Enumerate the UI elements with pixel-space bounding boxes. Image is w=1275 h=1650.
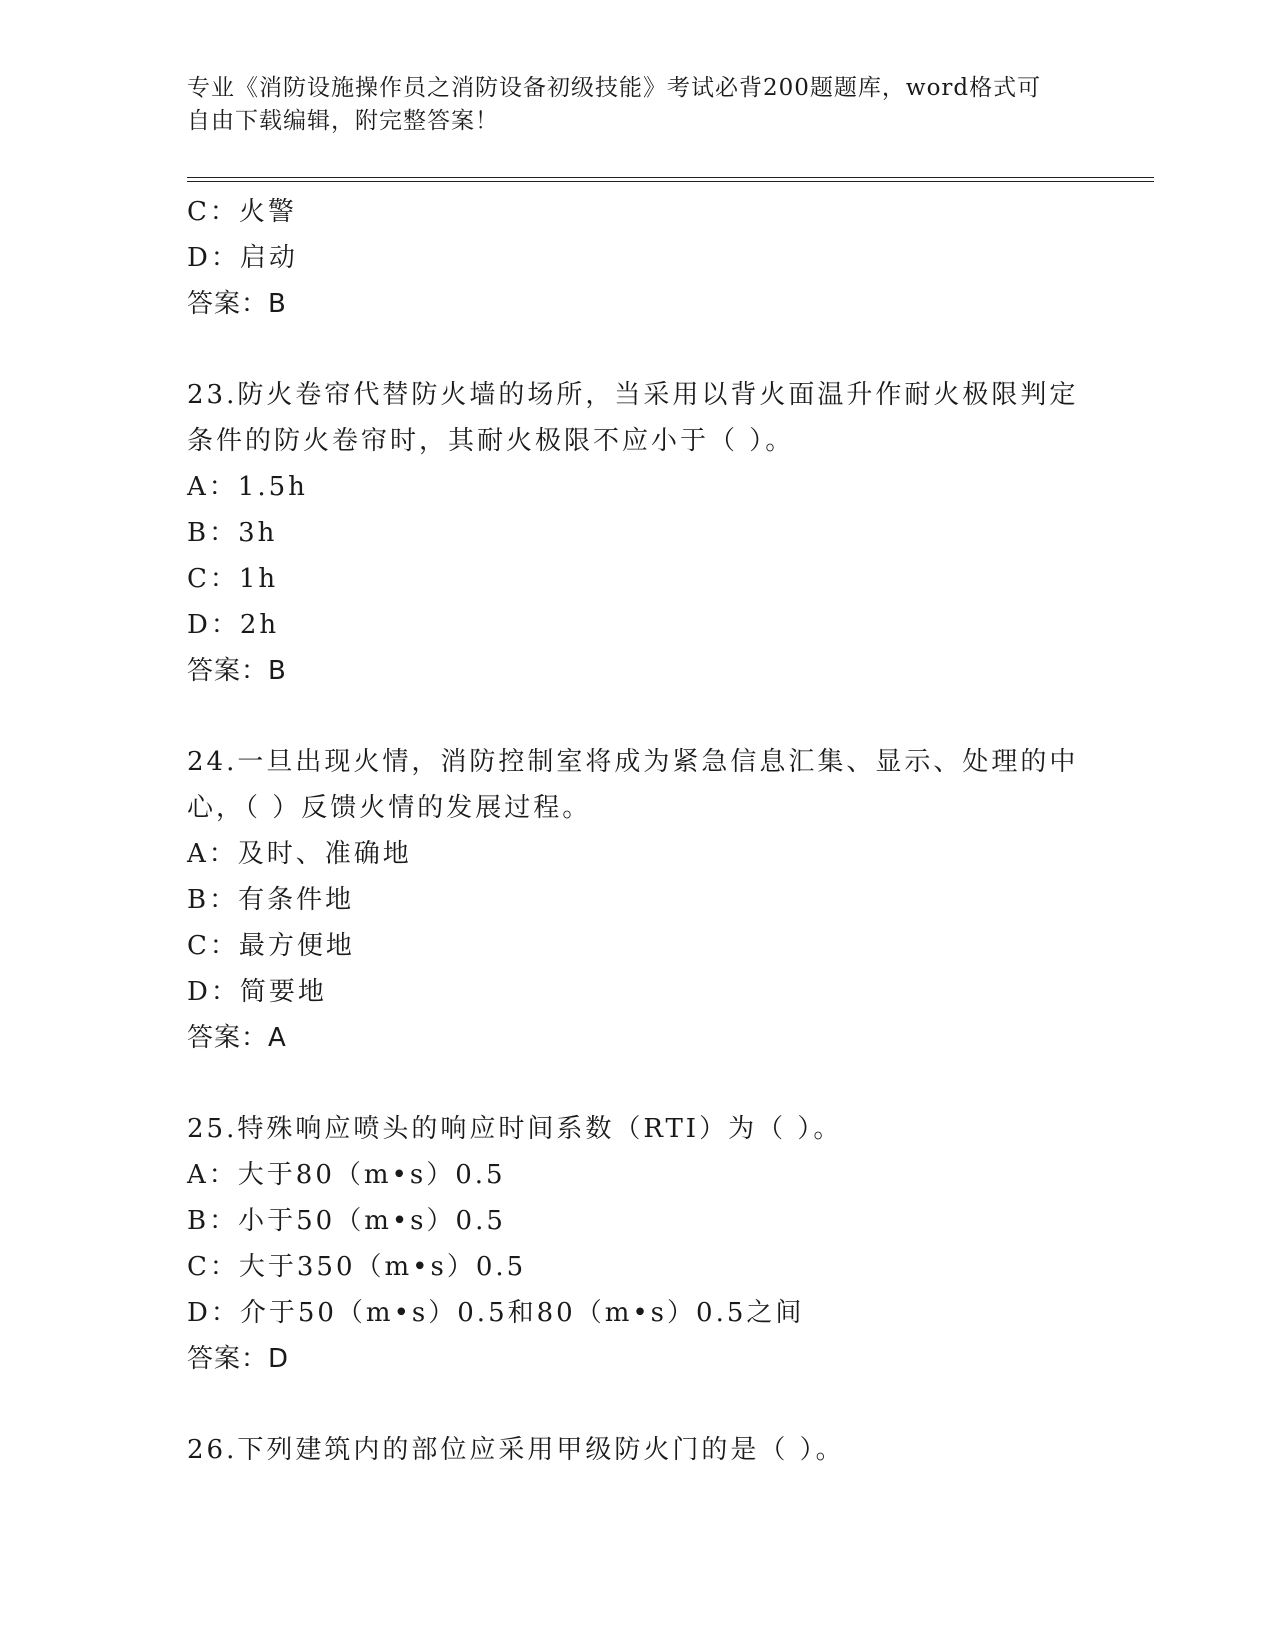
spacer xyxy=(187,1061,1087,1106)
question-26 xyxy=(187,1427,1087,1473)
option-d: D：简要地 xyxy=(187,977,327,1007)
option-c: C：火警 xyxy=(187,197,297,227)
option-c: C：最方便地 xyxy=(187,931,355,961)
question-24 xyxy=(187,739,1087,1061)
answer-line: 答案：B xyxy=(187,656,287,686)
page-header xyxy=(187,72,1067,138)
question-text: 25.特殊响应喷头的响应时间系数（RTI）为（ ）。 xyxy=(187,1114,843,1144)
option-b: B：3h xyxy=(187,518,278,548)
answer-line: 答案：B xyxy=(187,289,287,319)
question-text-cont: 条件的防火卷帘时，其耐火极限不应小于（ ）。 xyxy=(187,426,795,456)
question-text: 26.下列建筑内的部位应采用甲级防火门的是（ ）。 xyxy=(187,1435,845,1465)
question-22-tail xyxy=(187,189,1087,327)
option-d: D：启动 xyxy=(187,243,298,273)
header-divider xyxy=(187,177,1154,182)
option-d: D：介于50（m•s）0.5和80（m•s）0.5之间 xyxy=(187,1298,805,1328)
question-list xyxy=(187,189,1087,1473)
question-25 xyxy=(187,1106,1087,1382)
question-text-cont: 心，（ ）反馈火情的发展过程。 xyxy=(187,793,592,823)
spacer xyxy=(187,327,1087,372)
option-b: B：有条件地 xyxy=(187,885,355,915)
answer-line: 答案：D xyxy=(187,1344,290,1374)
question-text: 23.防火卷帘代替防火墙的场所，当采用以背火面温升作耐火极限判定 xyxy=(187,380,1079,410)
option-a: A：及时、准确地 xyxy=(187,839,412,869)
option-a: A：大于80（m•s）0.5 xyxy=(187,1160,506,1190)
question-text: 24.一旦出现火情，消防控制室将成为紧急信息汇集、显示、处理的中 xyxy=(187,747,1079,777)
question-23 xyxy=(187,372,1087,694)
header-line-2: 自由下载编辑，附完整答案！ xyxy=(187,108,499,134)
option-c: C：1h xyxy=(187,564,279,594)
option-b: B：小于50（m•s）0.5 xyxy=(187,1206,506,1236)
answer-line: 答案：A xyxy=(187,1023,287,1053)
option-d: D：2h xyxy=(187,610,280,640)
spacer xyxy=(187,694,1087,739)
header-line-1: 专业《消防设施操作员之消防设备初级技能》考试必背200题题库，word格式可 xyxy=(187,75,1042,101)
spacer xyxy=(187,1382,1087,1427)
option-a: A：1.5h xyxy=(187,472,308,502)
option-c: C：大于350（m•s）0.5 xyxy=(187,1252,527,1282)
